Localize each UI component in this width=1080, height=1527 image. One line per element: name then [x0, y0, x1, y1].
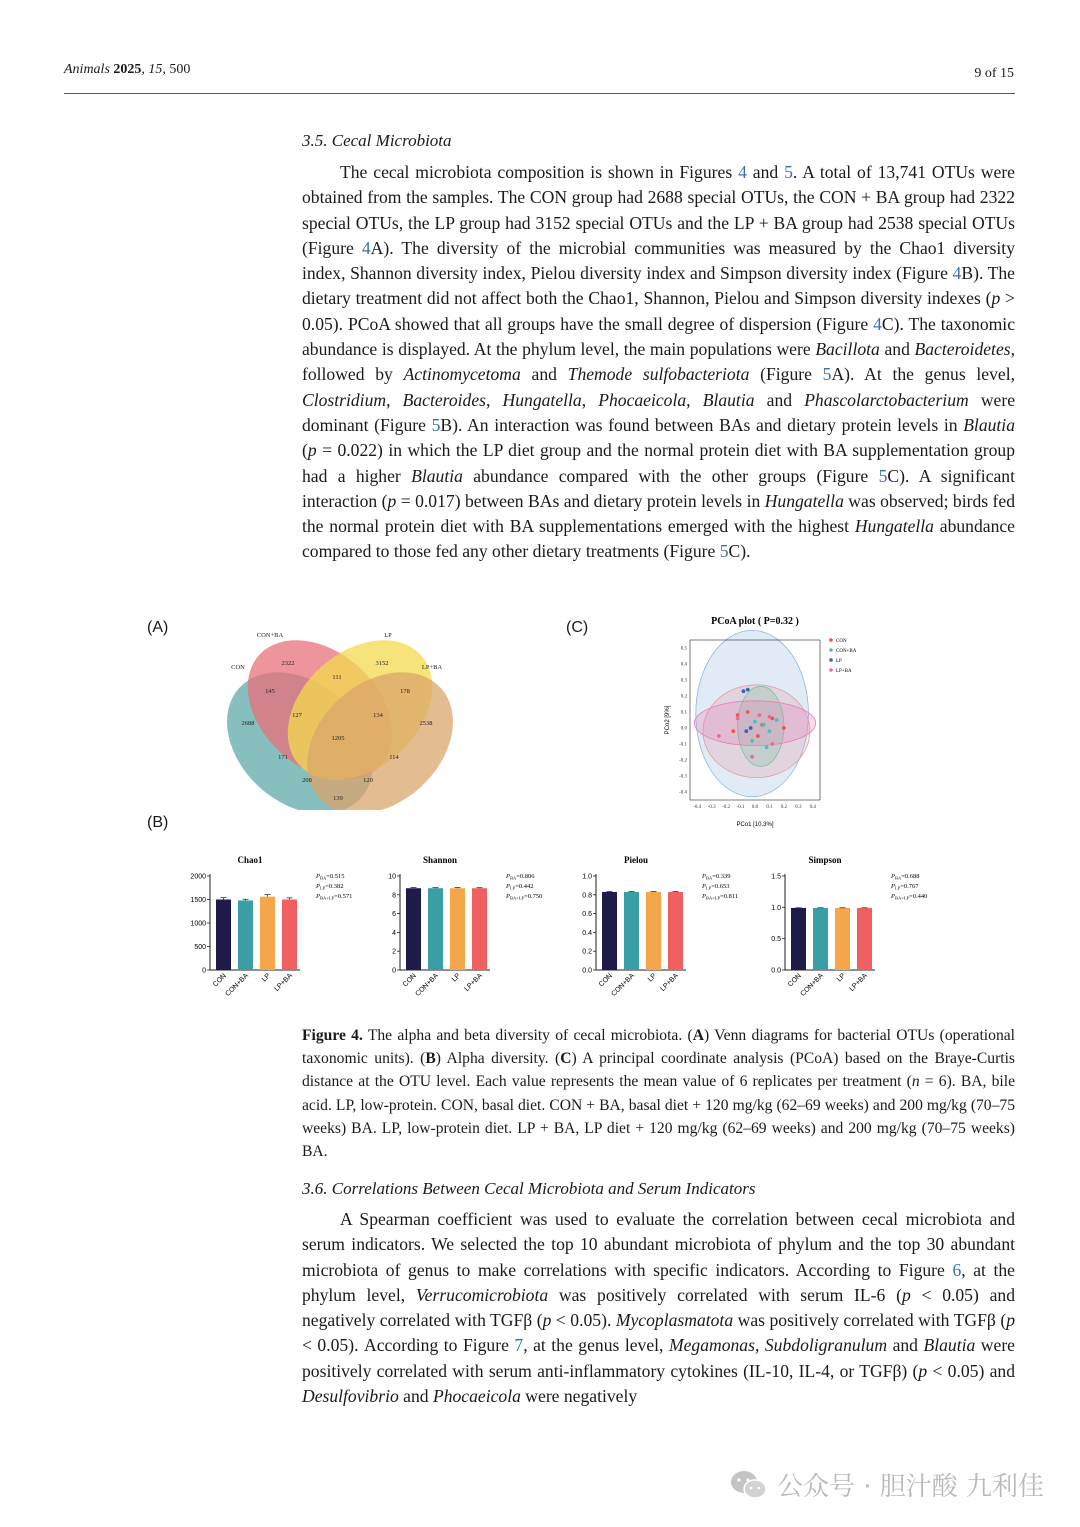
pielou-bar-chart — [556, 850, 756, 1010]
pcoa-point — [731, 729, 735, 733]
pcoa-point — [765, 745, 769, 749]
journal-name: Animals — [64, 62, 110, 77]
watermark-text: 公众号 · 胆汁酸 九利佳 — [776, 1472, 1044, 1502]
venn-set-label: LP — [384, 632, 392, 639]
bar — [602, 892, 617, 970]
y-tick-label: 1500 — [190, 897, 206, 904]
watermark — [729, 1466, 1044, 1503]
bar — [406, 888, 421, 970]
bar-chart-title: Simpson — [808, 855, 842, 865]
p-value-stat: $P_{BA}=0.688$ — [891, 873, 920, 881]
bar-chart-title: Pielou — [624, 855, 648, 865]
p-value-stat: $P_{BA}=0.806$ — [506, 873, 535, 881]
pcoa-xtick: 0.4 — [809, 805, 816, 810]
venn-count: 111 — [332, 674, 342, 681]
y-tick-label: 0.8 — [582, 892, 592, 900]
y-tick-label: 0.5 — [771, 936, 781, 944]
x-tick-label: CON — [211, 972, 228, 989]
pcoa-point — [756, 734, 760, 738]
x-tick-label: CON+BA — [224, 972, 250, 998]
p-value-stat: $P_{LP}=0.442$ — [506, 883, 534, 891]
p-value-stat: $P_{BA}=0.339$ — [702, 873, 731, 881]
legend-label: LP — [836, 659, 842, 664]
venn-count: 2538 — [419, 720, 433, 727]
section-3-6-paragraph: A Spearman coefficient was used to evaluate the correlation between cecal microbiota and serum indicators. We selected the top 10 abundant microbiota of phylum and the top 30 abundant microbiota of genus to make correlations with specific indicators. According to Figure 6, at the phylum level, Verrucomicrobiota was positively correlated with serum IL-6 (p < 0.05) and negatively correlated with TGFβ (p < 0.05). Mycoplasmatota was positively correlated with TGFβ (p < 0.05). According to Figure 7, at the genus level, Megamonas, Subdoligranulum and Blautia were positively correlated with serum anti-inflammatory cytokines (IL-10, IL-4, or TGFβ) (p < 0.05) and Desulfovibrio and Phocaeicola were negatively — [302, 1209, 1016, 1407]
pcoa-xtick: 0.3 — [795, 805, 802, 810]
bar — [260, 897, 275, 970]
x-tick-label: LP+BA — [848, 972, 869, 993]
pcoa-plot — [655, 610, 875, 835]
pcoa-ytick: 0.0 — [680, 726, 687, 732]
pcoa-ytick: 0.2 — [680, 694, 687, 700]
chao1-bar-chart — [170, 850, 370, 1010]
pcoa-point — [742, 689, 746, 693]
y-tick-label: 6 — [392, 911, 396, 919]
y-tick-label: 0 — [202, 967, 206, 975]
pcoa-ellipses — [694, 630, 815, 796]
pcoa-ytick: -0.4 — [679, 790, 687, 796]
venn-count: 3152 — [375, 660, 389, 667]
bar — [835, 908, 850, 970]
section-3-5-paragraph: The cecal microbiota composition is shown in Figures 4 and 5. A total of 13,741 OTUs were obtained from the samples. The CON group had 2688 special OTUs, the CON + BA group had 2322 special OTUs, the LP group had 3152 special OTUs and the LP + BA group had 2538 special OTUs (Figure 4A). The diversity of the microbial communities was measured by the Chao1 diversity index, Shannon diversity index, Pielou diversity index and Simpson diversity index (Figure 4B). The dietary treatment did not affect both the Chao1, Shannon, Pielou and Simpson diversity indexes (p > 0.05). PCoA showed that all groups have the small degree of dispersion (Figure 4C). The taxonomic abundance is displayed. At the phylum level, the main populations were Bacillota and Bacteroidetes, followed by Actinomycetoma and Themode sulfobacteriota (Figure 5A). At the genus level, Clostridium, Bacteroides, Hungatella, Phocaeicola, Blautia and Phascolarctobacterium were dominant (Figure 5B). An interaction was found between BAs and dietary protein levels in Blautia (p = 0.022) in which the LP diet group and the normal protein diet with BA supplementation group had a higher Blautia abundance compared with the other groups (Figure 5C). A significant interaction (p = 0.017) between BAs and dietary protein levels in Hungatella was observed; birds fed the normal protein diet with BA supplementations emerged with the highest Hungatella abundance compared to those fed any other dietary treatments (Figure 5C). — [302, 162, 1016, 562]
legend-dot-lp-ba — [829, 668, 833, 672]
legend-label: LP+BA — [836, 669, 852, 674]
venn-count: 145 — [265, 688, 275, 695]
y-tick-label: 10 — [388, 873, 396, 881]
venn-diagram — [200, 625, 480, 810]
venn-count: 120 — [363, 777, 373, 784]
pcoa-xtick: -0.1 — [736, 805, 745, 810]
bar — [216, 900, 231, 971]
page-number: 9 of 15 — [974, 66, 1014, 81]
y-tick-label: 4 — [392, 929, 396, 937]
venn-count: 2322 — [281, 660, 295, 667]
pcoa-ytick: 0.3 — [680, 678, 687, 684]
bar — [428, 888, 443, 970]
shannon-bar-chart — [360, 850, 560, 1010]
panel-label-b: (B) — [147, 814, 169, 831]
y-tick-label: 1.5 — [771, 873, 781, 881]
venn-count: 171 — [278, 754, 288, 761]
y-tick-label: 1.0 — [582, 873, 592, 881]
bar — [857, 908, 872, 970]
bar-chart-title: Shannon — [422, 855, 458, 865]
figure-ref[interactable]: 7 — [514, 1335, 524, 1356]
venn-count: 127 — [292, 712, 302, 719]
y-tick-label: 500 — [194, 944, 206, 951]
venn-set-label: LP+BA — [421, 664, 443, 671]
figure-ref[interactable]: 4 — [361, 237, 371, 258]
y-tick-label: 0.2 — [582, 948, 592, 956]
pcoa-xtick: 0.1 — [766, 805, 773, 810]
p-value-stat: $P_{BA\times LP}=0.811$ — [702, 893, 739, 901]
y-tick-label: 0.0 — [771, 967, 781, 975]
pcoa-point — [750, 755, 754, 759]
y-tick-label: 0 — [392, 967, 396, 975]
x-tick-label: LP — [450, 972, 462, 984]
bar — [450, 888, 465, 970]
figure-ref[interactable]: 5 — [719, 541, 729, 562]
wechat-icon — [729, 1469, 769, 1501]
figure-ref[interactable]: 6 — [952, 1259, 962, 1280]
section-title-3-5: 3.5. Cecal Microbiota — [302, 131, 452, 150]
bar — [624, 892, 639, 970]
panel-label-a: (A) — [147, 619, 169, 636]
bar — [282, 900, 297, 971]
pcoa-point — [782, 726, 786, 730]
journal-volume: 15 — [148, 62, 163, 77]
pcoa-point — [762, 723, 766, 727]
x-tick-label: LP+BA — [273, 972, 294, 993]
p-value-stat: $P_{LP}=0.382$ — [316, 883, 344, 891]
pcoa-point — [757, 713, 761, 717]
p-value-stat: $P_{BA\times LP}=0.440$ — [891, 893, 928, 901]
pcoa-xlabel: PCo1 [10.3%] — [736, 822, 774, 828]
p-value-stat: $P_{BA\times LP}=0.750$ — [506, 893, 543, 901]
bar — [668, 892, 683, 970]
venn-count: 114 — [389, 754, 399, 761]
panel-label-c: (C) — [566, 619, 589, 636]
x-tick-label: LP — [835, 972, 847, 984]
y-tick-label: 2 — [392, 948, 396, 956]
header-rule — [64, 93, 1015, 94]
pcoa-point — [753, 720, 757, 724]
bar-chart-title: Chao1 — [237, 855, 263, 865]
bar — [646, 892, 661, 970]
bar — [472, 888, 487, 970]
pcoa-ytick: 0.5 — [680, 646, 687, 652]
x-tick-label: LP — [260, 972, 272, 984]
pcoa-point — [768, 715, 772, 719]
venn-count: 178 — [400, 688, 410, 695]
x-tick-label: LP — [646, 972, 658, 984]
x-tick-label: CON+BA — [414, 972, 440, 998]
y-tick-label: 1.0 — [771, 904, 781, 912]
pcoa-point — [746, 710, 750, 714]
pcoa-xtick: -0.4 — [693, 805, 702, 810]
figure-ref[interactable]: 4 — [952, 263, 962, 284]
figure-ref[interactable]: 5 — [878, 465, 888, 486]
pcoa-point — [770, 742, 774, 746]
pcoa-ytick: 0.1 — [680, 710, 687, 716]
pcoa-point — [717, 734, 721, 738]
bar — [238, 900, 253, 970]
pcoa-point — [775, 718, 779, 722]
y-tick-label: 0.4 — [582, 929, 592, 937]
pcoa-xtick: 0.0 — [751, 805, 759, 810]
figure-ref[interactable]: 5 — [431, 414, 441, 435]
pcoa-point — [749, 726, 753, 730]
pcoa-ytick: -0.2 — [679, 758, 687, 764]
figure-ref[interactable]: 5 — [784, 162, 793, 182]
x-tick-label: CON — [786, 972, 803, 989]
legend-dot-con — [829, 638, 833, 642]
y-tick-label: 0.6 — [582, 911, 592, 919]
pcoa-point — [746, 688, 750, 692]
x-tick-label: CON+BA — [799, 972, 825, 998]
bar — [813, 908, 828, 970]
pcoa-ytick: 0.4 — [680, 662, 687, 668]
figure-ref[interactable]: 4 — [873, 313, 882, 334]
pcoa-point — [736, 717, 740, 721]
simpson-bar-chart — [745, 850, 945, 1010]
venn-set-label: CON+BA — [256, 632, 284, 639]
x-tick-label: LP+BA — [659, 972, 680, 993]
section-title-3-6: 3.6. Correlations Between Cecal Microbiota and Serum Indicators — [302, 1179, 756, 1198]
venn-count: 139 — [333, 795, 343, 802]
y-tick-label: 1000 — [190, 920, 206, 928]
y-tick-label: 0.0 — [582, 967, 592, 975]
y-tick-label: 2000 — [190, 873, 206, 881]
pcoa-xtick: -0.2 — [722, 805, 731, 810]
y-tick-label: 8 — [392, 892, 396, 900]
bar — [791, 908, 806, 970]
pcoa-ytick: -0.3 — [679, 774, 687, 780]
pcoa-title: PCoA plot ( P=0.32 ) — [711, 616, 799, 627]
p-value-stat: $P_{BA\times LP}=0.571$ — [316, 893, 353, 901]
legend-label: CON+BA — [836, 649, 857, 654]
figure-ref[interactable]: 4 — [738, 162, 747, 182]
pcoa-point — [750, 739, 754, 743]
journal-year: 2025 — [113, 62, 142, 77]
article-number: 500 — [169, 62, 191, 77]
x-tick-label: CON — [597, 972, 614, 989]
p-value-stat: $P_{LP}=0.653$ — [702, 883, 730, 891]
pcoa-point — [768, 729, 772, 733]
pcoa-ylabel: PCo2 [9%] — [665, 705, 671, 735]
venn-count: 1205 — [331, 735, 345, 742]
venn-set-label: CON — [231, 664, 245, 671]
legend-label: CON — [836, 639, 847, 644]
pcoa-xtick: 0.2 — [780, 805, 788, 810]
figure-ref[interactable]: 5 — [822, 364, 832, 385]
legend-dot-con-ba — [829, 648, 833, 652]
legend-dot-lp — [829, 658, 833, 662]
figure-4-caption: Figure 4. The alpha and beta diversity of cecal microbiota. (A) Venn diagrams for bacterial OTUs (operational taxonomic units). (B) Alpha diversity. (C) A principal coordinate analysis (PCoA) based on the Braye-Curtis distance at the OTU level. Each value represents the mean value of 6 replicates per treatment (n = 6). BA, bile acid. LP, low-protein. CON, basal diet. CON + BA, basal diet + 120 mg/kg (62–69 weeks) and 200 mg/kg (70–75 weeks) BA. LP, low-protein diet. LP + BA, LP diet + 120 mg/kg (62–69 weeks) and 200 mg/kg (70–75 weeks) BA. — [302, 1027, 1015, 1161]
pcoa-xtick: -0.3 — [707, 805, 716, 810]
x-tick-label: LP+BA — [463, 972, 484, 993]
venn-count: 208 — [302, 777, 312, 784]
venn-count: 134 — [373, 712, 383, 719]
p-value-stat: $P_{LP}=0.767$ — [891, 883, 919, 891]
pcoa-point — [744, 729, 748, 733]
p-value-stat: $P_{BA}=0.515$ — [316, 873, 345, 881]
running-header: Animals 2025, 15, 500 — [64, 62, 191, 77]
x-tick-label: CON — [401, 972, 418, 989]
venn-count: 2688 — [241, 720, 255, 727]
x-tick-label: CON+BA — [610, 972, 636, 998]
pcoa-ytick: -0.1 — [679, 742, 687, 748]
